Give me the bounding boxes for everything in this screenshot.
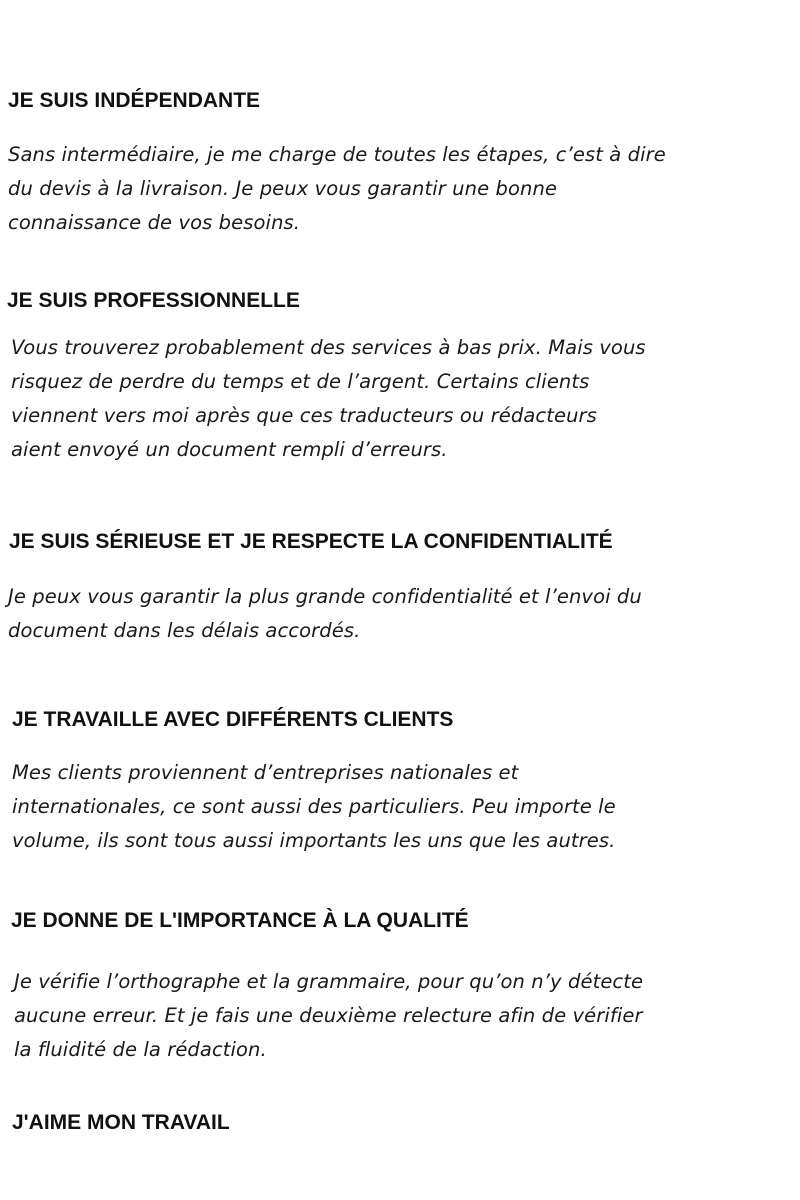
paragraph-professionnelle [11, 331, 646, 467]
paragraph-clients [12, 756, 616, 858]
paragraph-line: Mes clients proviennent d’entreprises nationales et [12, 761, 519, 784]
paragraph-line: Sans intermédiaire, je me charge de toutes les étapes, c’est à dire [8, 143, 666, 166]
heading-travail: J'AIME MON TRAVAIL [12, 1111, 230, 1134]
paragraph-line: volume, ils sont tous aussi importants les uns que les autres. [12, 829, 616, 852]
paragraph-line: Je vérifie l’orthographe et la grammaire, pour qu’on n’y détecte [14, 970, 644, 993]
paragraph-line: risquez de perdre du temps et de l’argent. Certains clients [11, 370, 590, 393]
heading-serieuse: JE SUIS SÉRIEUSE ET JE RESPECTE LA CONFIDENTIALITÉ [9, 530, 613, 553]
heading-qualite: JE DONNE DE L'IMPORTANCE À LA QUALITÉ [11, 909, 469, 932]
paragraph-line: Vous trouverez probablement des services à bas prix. Mais vous [11, 336, 646, 359]
paragraph-line: viennent vers moi après que ces traducteurs ou rédacteurs [11, 404, 597, 427]
heading-independante: JE SUIS INDÉPENDANTE [8, 89, 261, 112]
paragraph-line: document dans les délais accordés. [8, 619, 361, 642]
paragraph-line: la fluidité de la rédaction. [14, 1038, 267, 1061]
paragraph-line: Je peux vous garantir la plus grande confidentialité et l’envoi du [8, 585, 642, 608]
paragraph-line: aucune erreur. Et je fais une deuxième relecture afin de vérifier [14, 1004, 643, 1027]
heading-professionnelle: JE SUIS PROFESSIONNELLE [7, 289, 300, 312]
paragraph-line: connaissance de vos besoins. [8, 211, 301, 234]
paragraph-line: aient envoyé un document rempli d’erreurs. [11, 438, 448, 461]
paragraph-line: du devis à la livraison. Je peux vous garantir une bonne [8, 177, 558, 200]
paragraph-line: internationales, ce sont aussi des particuliers. Peu importe le [12, 795, 616, 818]
paragraph-serieuse [8, 580, 642, 648]
heading-clients: JE TRAVAILLE AVEC DIFFÉRENTS CLIENTS [12, 708, 454, 731]
paragraph-independante [8, 138, 666, 240]
paragraph-qualite [14, 965, 643, 1067]
